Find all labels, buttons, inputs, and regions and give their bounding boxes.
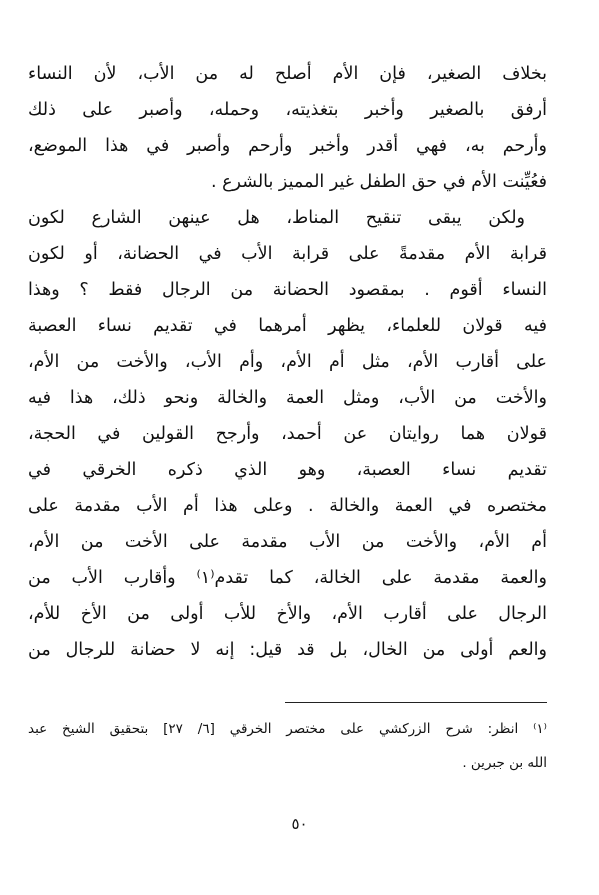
main-text: [28, 56, 547, 668]
text-line: أم الأم، والأخت من الأب مقدمة على الأخت من الأم،: [28, 532, 547, 552]
text-line: فعُيِّنت الأم في حق الطفل غير المميز بالشرع .: [210, 172, 547, 192]
footnote-line: الله بن جبرين .: [462, 755, 547, 771]
text-line: قرابة الأم مقدمةً على قرابة الأب في الحضانة، أو لكون: [28, 244, 547, 264]
text-line: قولان هما روايتان عن أحمد، وأرجح القولين في الحجة،: [28, 424, 547, 444]
text-line: النساء أقوم . بمقصود الحضانة من الرجال فقط ؟ وهذا: [28, 280, 547, 300]
footnotes: [28, 712, 547, 780]
text-line: والأخت من الأب، ومثل العمة والخالة ونحو ذلك، هذا فيه: [28, 388, 547, 408]
text-line: بخلاف الصغير، فإن الأم أصلح له من الأب، لأن النساء: [28, 64, 547, 84]
text-line: ولكن يبقى تنقيح المناط، هل عينهن الشارع لكون: [28, 208, 525, 228]
text-line: والعم أولى من الخال، بل قد قيل: إنه لا حضانة للرجال من: [28, 640, 547, 660]
text-line: والعمة مقدمة على الخالة، كما تقدم⁽١⁾ وأقارب الأب من: [28, 568, 547, 588]
text-line: تقديم نساء العصبة، وهو الذي ذكره الخرقي في: [28, 460, 547, 480]
text-line: فيه قولان للعلماء، يظهر أمرهما في تقديم نساء العصبة: [28, 316, 547, 336]
text-line: وأرحم به، فهي أقدر وأخبر وأرحم وأصبر في هذا الموضع،: [28, 136, 547, 156]
text-line: على أقارب الأم، مثل أم الأم، وأم الأب، والأخت من الأم،: [28, 352, 547, 372]
footnote-line: ⁽١⁾ انظر: شرح الزركشي على مختصر الخرقي [٦/ ٢٧] بتحقيق الشيخ عبد: [28, 721, 547, 737]
text-line: أرفق بالصغير وأخبر بتغذيته، وحمله، وأصبر على ذلك: [28, 100, 547, 120]
page-number: ٥٠: [291, 815, 308, 833]
text-line: الرجال على أقارب الأم، والأخ للأب أولى من الأخ للأم،: [28, 604, 547, 624]
text-line: مختصره في العمة والخالة . وعلى هذا أم الأب مقدمة على: [28, 496, 547, 516]
footnote-divider: [285, 702, 547, 703]
